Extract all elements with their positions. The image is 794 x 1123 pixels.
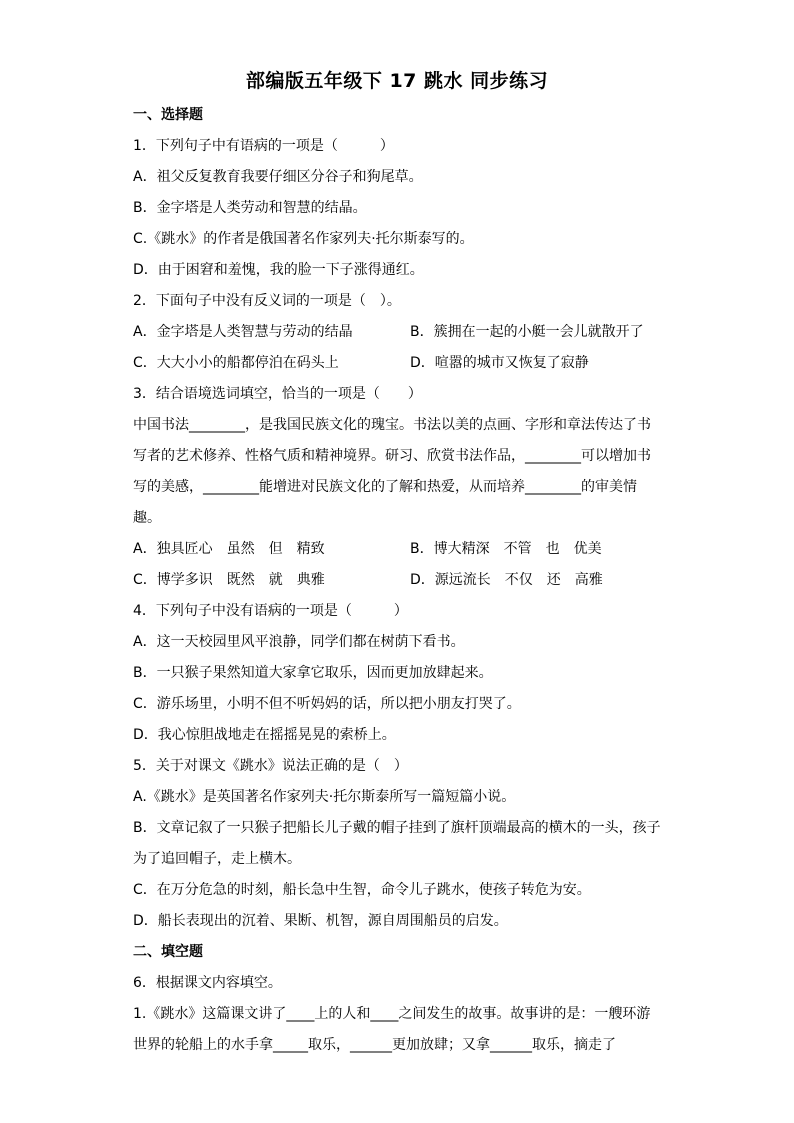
question-2-options-row-1 xyxy=(133,317,663,348)
question-2-stem: 2．下面句子中没有反义词的一项是（ ）。 xyxy=(133,293,401,309)
question-3-options-row-2 xyxy=(133,565,663,596)
question-3-option-b: B．博大精深 不管 也 优美 xyxy=(410,541,602,557)
section-heading-fill-in: 二、填空题 xyxy=(133,944,203,960)
question-3-passage-line: 中国书法________，是我国民族文化的瑰宝。书法以美的点画、字形和章法传达了书 xyxy=(133,417,651,433)
question-5-stem: 5．关于对课文《跳水》说法正确的是（ ） xyxy=(133,758,408,774)
question-4-option-c: C．游乐场里，小明不但不听妈妈的话，所以把小朋友打哭了。 xyxy=(133,696,521,712)
question-1-option-c: C.《跳水》的作者是俄国著名作家列夫·托尔斯泰写的。 xyxy=(133,231,474,247)
question-5-option-c: C．在万分危急的时刻，船长急中生智，命令儿子跳水，使孩子转危为安。 xyxy=(133,882,591,898)
question-3-stem: 3．结合语境选词填空，恰当的一项是（ ） xyxy=(133,386,422,402)
question-2-options-row-2 xyxy=(133,348,663,379)
question-2-option-b: B．簇拥在一起的小艇一会儿就散开了 xyxy=(410,324,644,340)
question-1-option-d: D．由于困窘和羞愧，我的脸一下子涨得通红。 xyxy=(133,262,424,278)
question-3-passage-line: 写者的艺术修养、性格气质和精神境界。研习、欣赏书法作品，________可以增加书 xyxy=(133,448,651,464)
question-5-option-a: A.《跳水》是英国著名作家列夫·托尔斯泰所写一篇短篇小说。 xyxy=(133,789,516,805)
question-1-option-b: B．金字塔是人类劳动和智慧的结晶。 xyxy=(133,200,367,216)
question-3-passage-line: 趣。 xyxy=(133,510,161,526)
question-4-stem: 4．下列句子中没有语病的一项是（ ） xyxy=(133,603,408,619)
question-3-option-a: A．独具匠心 虽然 但 精致 xyxy=(133,541,325,557)
question-2-option-c: C．大大小小的船都停泊在码头上 xyxy=(133,355,339,371)
question-1-option-a: A．祖父反复教育我要仔细区分谷子和狗尾草。 xyxy=(133,169,423,185)
question-1-stem: 1．下列句子中有语病的一项是（ ） xyxy=(133,138,394,154)
section-heading-choice: 一、选择题 xyxy=(133,107,203,123)
question-3-option-d: D．源远流长 不仅 还 高雅 xyxy=(410,572,603,588)
question-4-option-d: D．我心惊胆战地走在摇摇晃晃的索桥上。 xyxy=(133,727,396,743)
question-2-option-d: D．喧嚣的城市又恢复了寂静 xyxy=(410,355,589,371)
question-5-option-b-continued: 为了追回帽子，走上横木。 xyxy=(133,851,301,867)
question-5-option-b: B．文章记叙了一只猴子把船长儿子戴的帽子挂到了旗杆顶端最高的横木的一头，孩子 xyxy=(133,820,661,836)
document-body xyxy=(133,100,663,1061)
question-6-line-2: 世界的轮船上的水手拿_____取乐，______更加放肆；又拿______取乐，摘走了 xyxy=(133,1037,616,1053)
page-title: 部编版五年级下 17 跳水 同步练习 xyxy=(245,70,549,92)
question-5-option-d: D．船长表现出的沉着、果断、机智，源自周围船员的启发。 xyxy=(133,913,508,929)
question-3-passage-line: 写的美感，________能增进对民族文化的了解和热爱，从而培养________的审美情 xyxy=(133,479,637,495)
question-3-options-row-1 xyxy=(133,534,663,565)
question-2-option-a: A．金字塔是人类智慧与劳动的结晶 xyxy=(133,324,353,340)
question-4-option-b: B．一只猴子果然知道大家拿它取乐，因而更加放肆起来。 xyxy=(133,665,493,681)
question-6-stem: 6．根据课文内容填空。 xyxy=(133,975,282,991)
question-3-option-c: C．博学多识 既然 就 典雅 xyxy=(133,572,325,588)
question-6-line-1: 1.《跳水》这篇课文讲了____上的人和____之间发生的故事。故事讲的是：一艘环游 xyxy=(133,1006,651,1022)
question-4-option-a: A．这一天校园里风平浪静，同学们都在树荫下看书。 xyxy=(133,634,465,650)
